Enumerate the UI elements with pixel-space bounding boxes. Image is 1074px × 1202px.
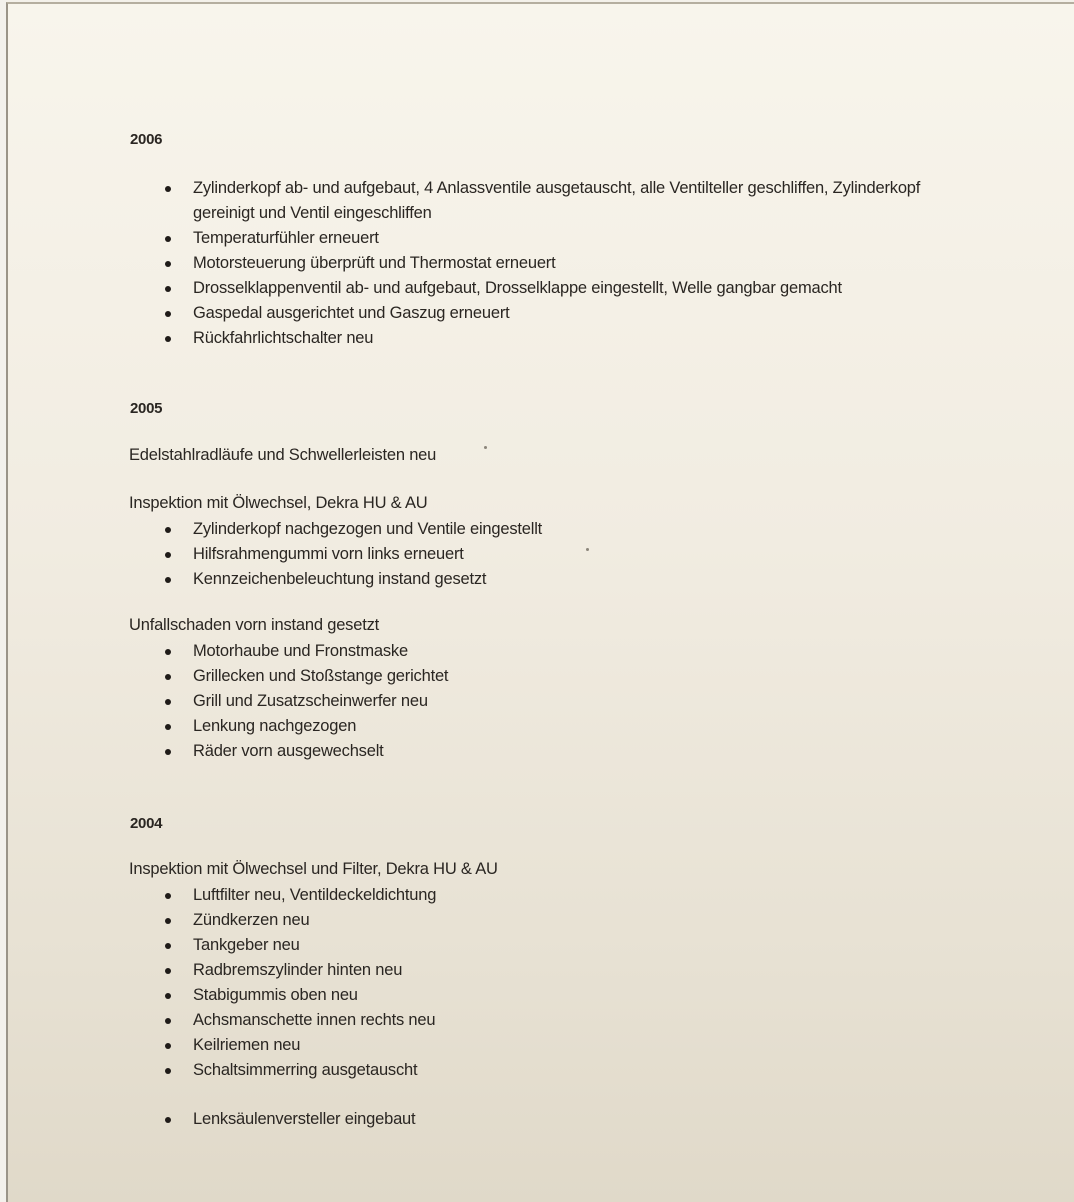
- bullet-icon: [165, 993, 171, 999]
- bullet-icon: [165, 749, 171, 755]
- document: 2006 Zylinderkopf ab- und aufgebaut, 4 Anlassventile ausgetauscht, alle Ventilteller geschliffen, Zylinderkopf gereinigt und Ventil eingeschliffen Temperaturfühler erneuert Motorsteuerung überprüft und Thermostat erneuert Drosselklappenventil ab- und aufgebaut, Drosselklappe eingestellt, Welle gangbar gemacht Gaspedal ausgerichtet und Gaszug erneuert Rückfahrlichtschalter neu 2005 Edelstahlradläufe und Schwellerleisten neu Inspektion mit Ölwechsel, Dekra HU & AU Zylinderkopf nachgezogen und Ventile eingestellt Hilfsrahmengummi vorn links erneuert Kennzeichenbeleuchtung instand gesetzt Unfallschaden vorn instand gesetzt Motorhaube und Fronstmaske Grillecken und Stoßstange gerichtet Grill und Zusatzscheinwerfer neu Lenkung nachgezogen Räder vorn ausgewechselt 2004 Inspektion mit Ölwechsel und Filter, Dekra HU & AU Luftfilter neu, Ventildeckeldichtung Zündkerzen neu Tankgeber neu Radbremszylinder hinten neu Stabigummis oben neu Achsmanschette innen rechts neu Keilriemen neu Schaltsimmerring ausgetauscht Lenksäulenversteller eingebaut: [129, 131, 921, 1128]
- year-heading-2006: 2006: [130, 131, 163, 148]
- bullet-icon: [165, 893, 171, 899]
- paper-speck: [484, 446, 487, 449]
- bullet-icon: [165, 336, 171, 342]
- bullet-icon: [165, 1068, 171, 1074]
- bullet-icon: [165, 724, 171, 730]
- bullet-icon: [165, 527, 171, 533]
- year-heading-2004: 2004: [130, 815, 163, 832]
- bullet-icon: [165, 943, 171, 949]
- bullet-icon: [165, 577, 171, 583]
- bullet-icon: [165, 236, 171, 242]
- bullet-icon: [165, 1043, 171, 1049]
- bullet-icon: [165, 1117, 171, 1123]
- bullet-icon: [165, 649, 171, 655]
- bullet-icon: [165, 311, 171, 317]
- bullet-icon: [165, 186, 171, 192]
- paper-speck: [586, 548, 589, 551]
- bullet-icon: [165, 1018, 171, 1024]
- bullet-icon: [165, 261, 171, 267]
- bullet-icon: [165, 674, 171, 680]
- group-heading-inspection-2005: Inspektion mit Ölwechsel, Dekra HU & AU: [129, 494, 428, 512]
- year-heading-2005: 2005: [130, 400, 163, 417]
- group-heading-accident-2005: Unfallschaden vorn instand gesetzt: [129, 616, 380, 634]
- bullet-icon: [165, 968, 171, 974]
- paragraph-2005: Edelstahlradläufe und Schwellerleisten neu: [129, 446, 437, 464]
- bullet-icon: [165, 286, 171, 292]
- group-heading-inspection-2004: Inspektion mit Ölwechsel und Filter, Dekra HU & AU: [129, 860, 498, 878]
- bullet-icon: [165, 918, 171, 924]
- bullet-icon: [165, 699, 171, 705]
- bullet-icon: [165, 552, 171, 558]
